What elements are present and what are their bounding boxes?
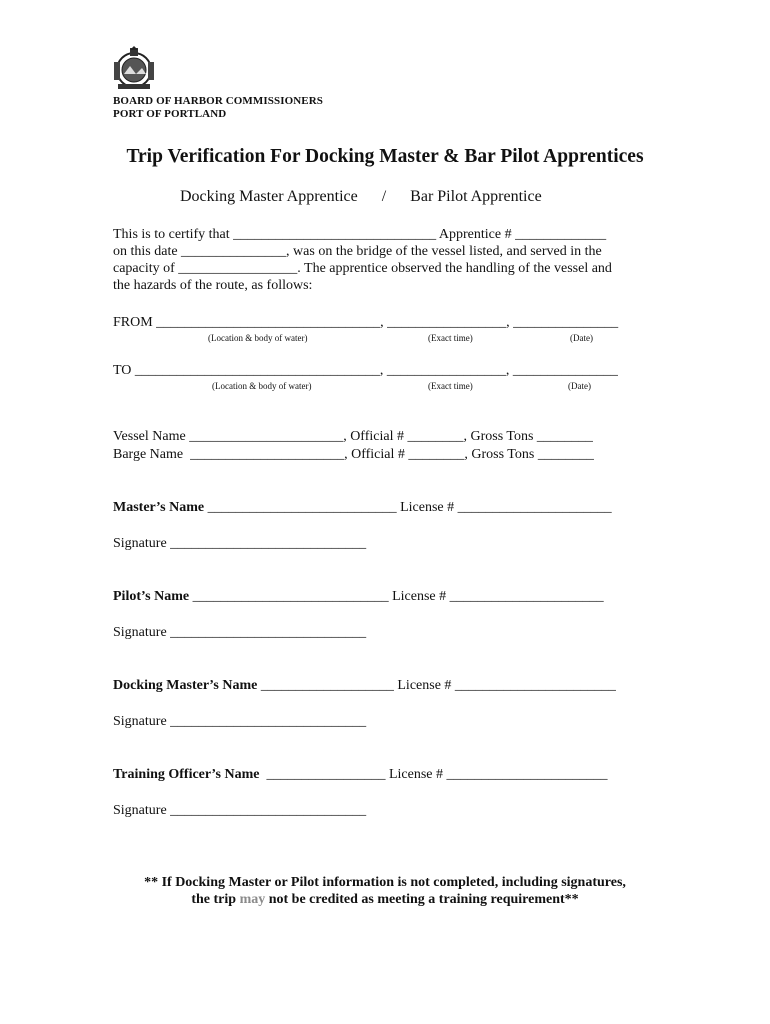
master-name-field[interactable] <box>113 500 612 516</box>
master-signature-field[interactable]: Signature ____________________________ <box>113 536 367 551</box>
org-port: PORT OF PORTLAND <box>113 108 227 120</box>
pilot-name-label: Pilot’s Name <box>113 589 190 604</box>
master-license-field[interactable]: ___________________________ License # ______________________ <box>204 500 612 515</box>
training-officer-name-field[interactable] <box>113 767 607 783</box>
docking-master-name-field[interactable] <box>113 678 616 694</box>
to-location-label: (Location & body of water) <box>212 381 312 391</box>
certify-line-4: the hazards of the route, as follows: <box>113 278 313 293</box>
pilot-signature-field[interactable]: Signature ____________________________ <box>113 625 367 640</box>
docking-master-license-field[interactable]: ___________________ License # _______________________ <box>257 678 616 693</box>
certify-line-1[interactable]: This is to certify that _____________________________ Apprentice # _____________ <box>113 227 607 242</box>
docking-master-name-label: Docking Master’s Name <box>113 678 258 693</box>
from-field[interactable]: FROM ________________________________, _________________, _______________ <box>113 315 619 330</box>
pilot-name-field[interactable] <box>113 589 604 605</box>
pilot-license-field[interactable]: ____________________________ License # ______________________ <box>189 589 604 604</box>
training-officer-name-label: Training Officer’s Name <box>113 767 260 782</box>
training-officer-license-field[interactable]: _________________ License # _______________________ <box>259 767 608 782</box>
vessel-name-field[interactable]: Vessel Name ______________________, Official # ________, Gross Tons ________ <box>113 429 593 444</box>
from-location-label: (Location & body of water) <box>208 333 308 343</box>
state-seal-icon <box>110 44 158 92</box>
docking-master-signature-field[interactable]: Signature ____________________________ <box>113 714 367 729</box>
from-time-label: (Exact time) <box>428 333 473 343</box>
from-date-label: (Date) <box>570 333 593 343</box>
footer-note-line-1: ** If Docking Master or Pilot information is not completed, including signatures, <box>144 875 626 890</box>
to-time-label: (Exact time) <box>428 381 473 391</box>
footer-note-may: may <box>239 892 266 907</box>
barge-name-field[interactable]: Barge Name ______________________, Official # ________, Gross Tons ________ <box>113 447 594 462</box>
footer-note-text-b: not be credited as meeting a training requirement** <box>265 892 579 907</box>
certify-line-2[interactable]: on this date _______________, was on the bridge of the vessel listed, and served in the <box>113 244 602 259</box>
certify-line-3[interactable]: capacity of _________________. The apprentice observed the handling of the vessel and <box>113 261 612 276</box>
footer-note-text-a: the trip <box>191 892 240 907</box>
training-officer-signature-field[interactable]: Signature ____________________________ <box>113 803 367 818</box>
to-field[interactable]: TO ___________________________________, _________________, _______________ <box>113 363 618 378</box>
apprentice-type-options[interactable]: Docking Master Apprentice / Bar Pilot Apprentice <box>180 188 542 205</box>
footer-note-line-2 <box>0 892 770 908</box>
page-title: Trip Verification For Docking Master & Bar Pilot Apprentices <box>126 146 644 167</box>
org-name: BOARD OF HARBOR COMMISSIONERS <box>113 95 323 107</box>
to-date-label: (Date) <box>568 381 591 391</box>
master-name-label: Master’s Name <box>113 500 205 515</box>
